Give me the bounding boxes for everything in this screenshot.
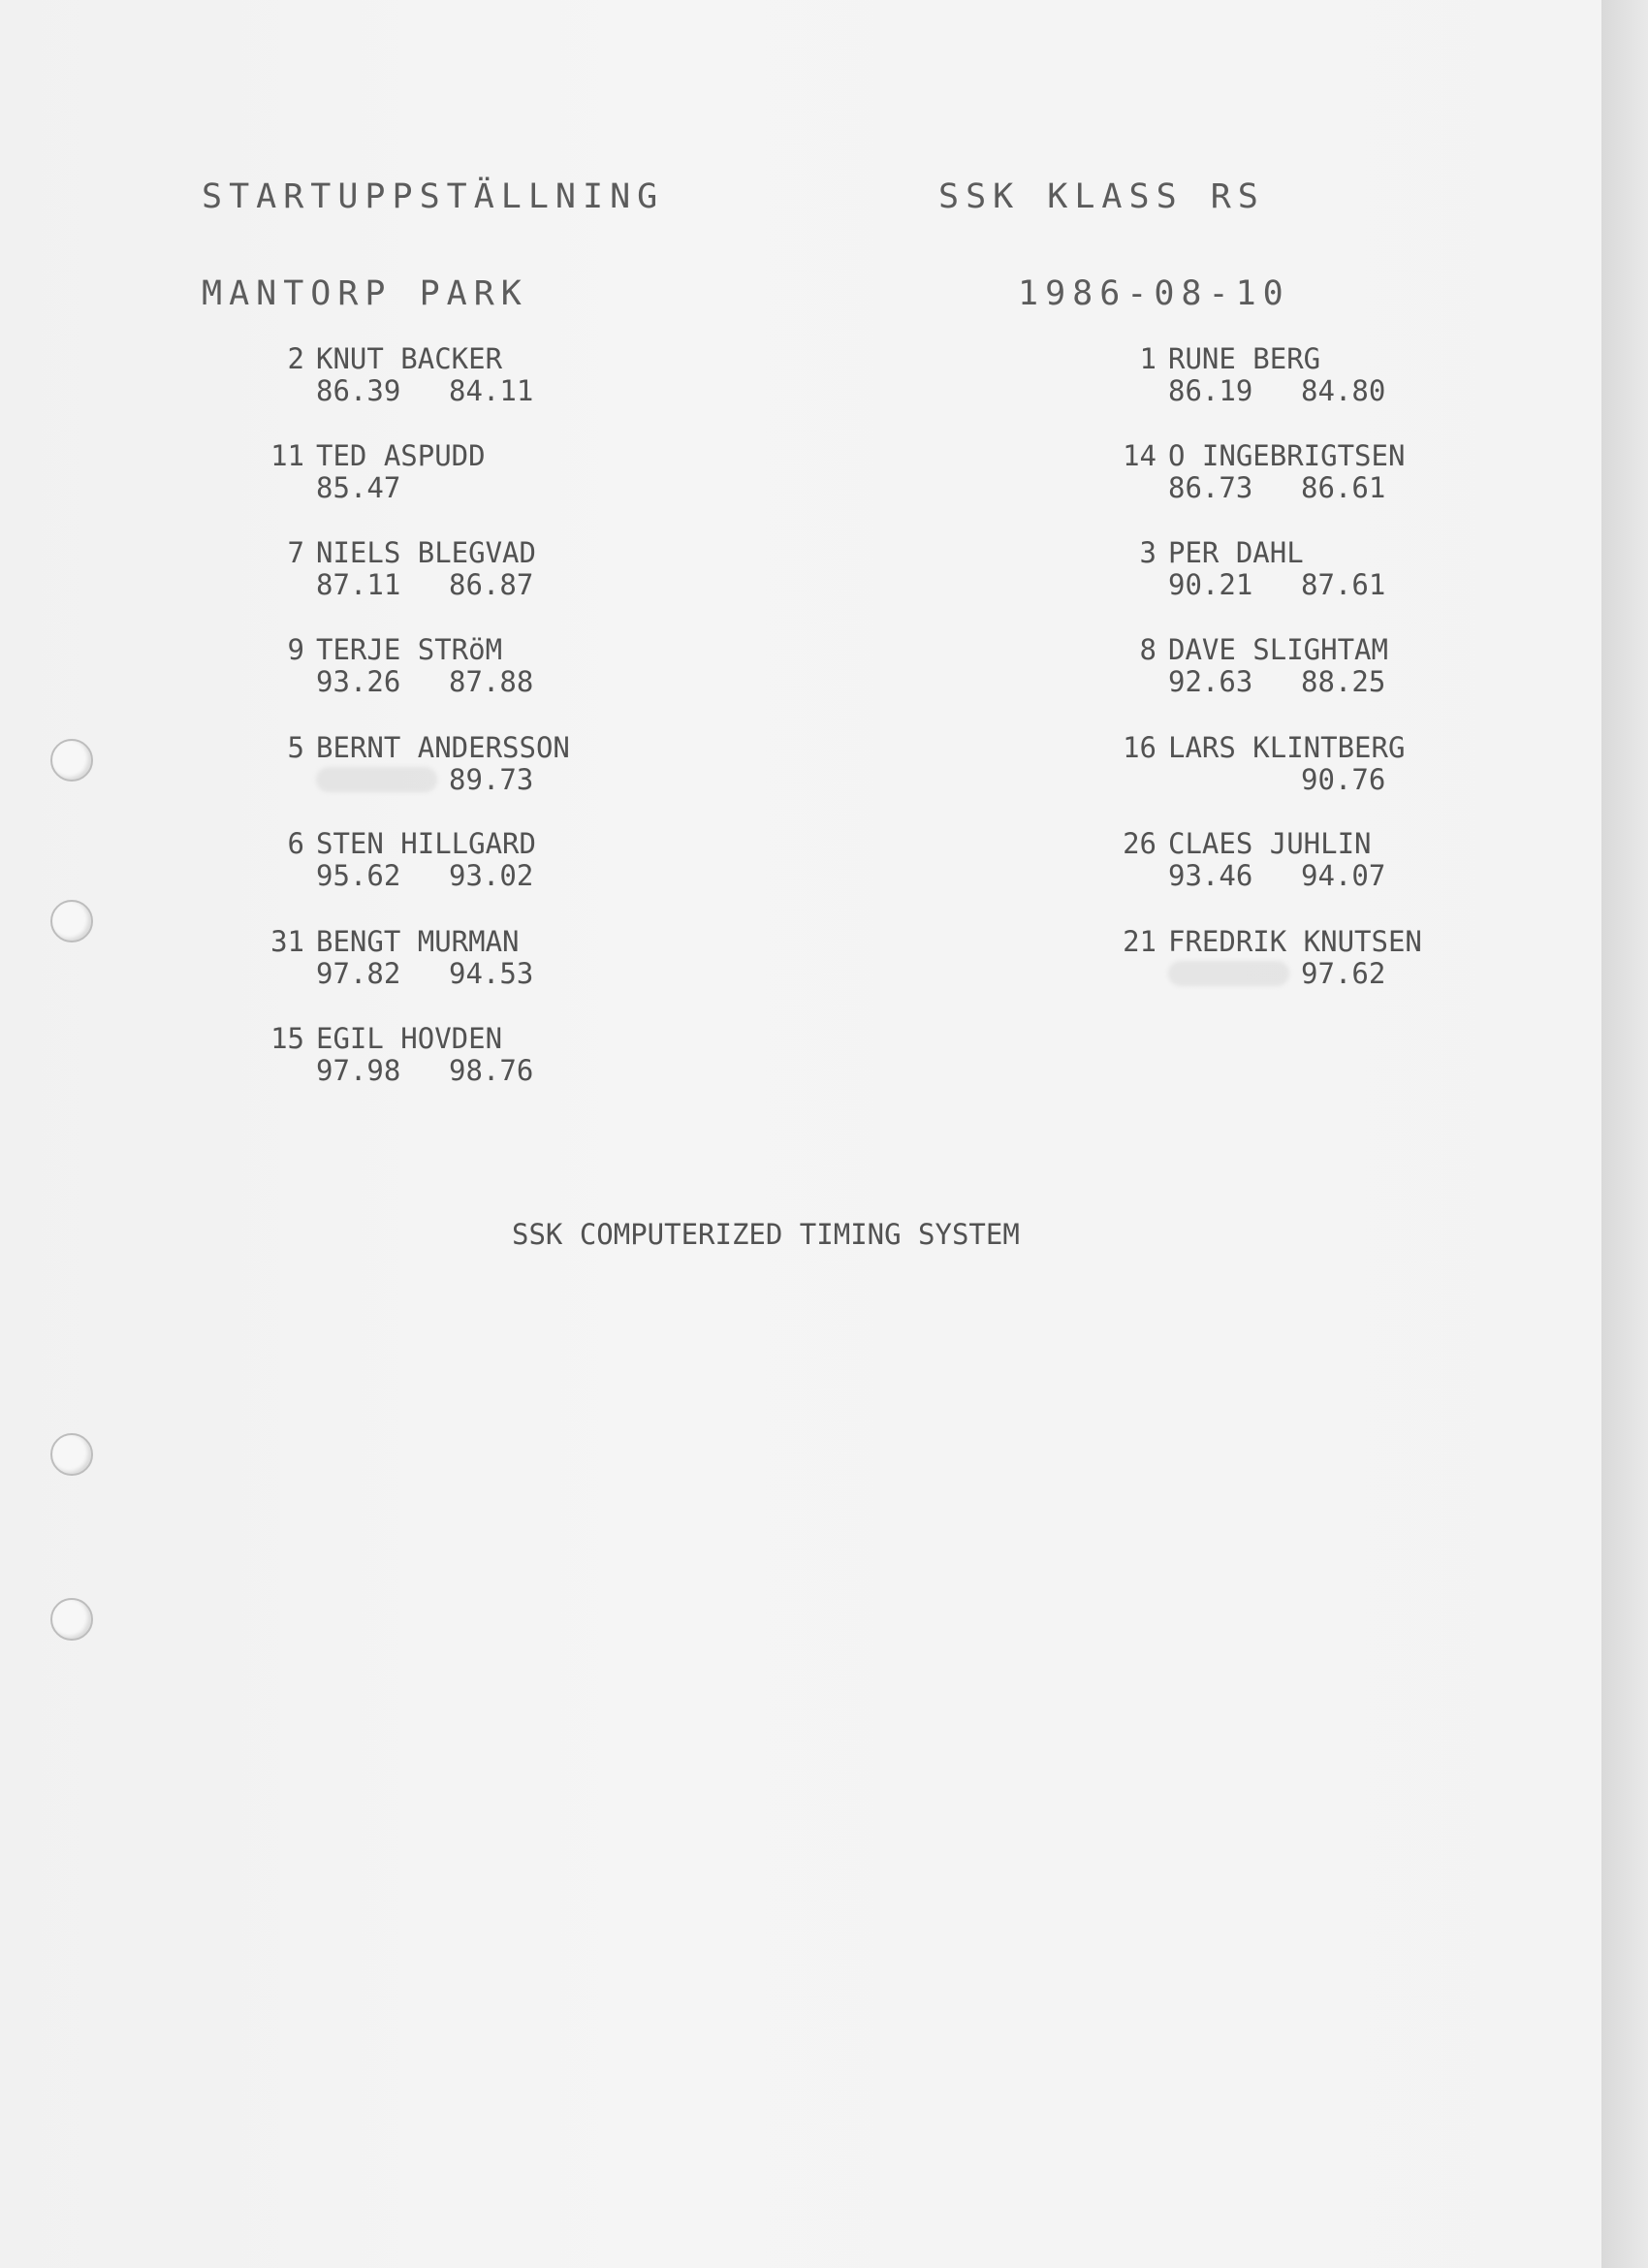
driver-name: TED ASPUDD bbox=[316, 439, 486, 472]
driver-number: 31 bbox=[270, 925, 304, 958]
smudge-mark bbox=[1168, 961, 1289, 986]
punch-hole bbox=[50, 900, 93, 942]
driver-number: 16 bbox=[1123, 731, 1157, 764]
driver-number: 21 bbox=[1123, 925, 1157, 958]
lap-time: 90.21 bbox=[1168, 568, 1253, 601]
driver-name: NIELS BLEGVAD bbox=[316, 536, 536, 569]
driver-number: 2 bbox=[287, 342, 304, 375]
driver-number: 1 bbox=[1139, 342, 1157, 375]
footer-system-label: SSK COMPUTERIZED TIMING SYSTEM bbox=[512, 1218, 1020, 1251]
lap-time: 95.62 bbox=[316, 859, 401, 892]
driver-number: 14 bbox=[1123, 439, 1157, 472]
lap-time: 93.02 bbox=[449, 859, 534, 892]
lap-time: 87.61 bbox=[1301, 568, 1386, 601]
driver-name: CLAES JUHLIN bbox=[1168, 827, 1372, 860]
paper-edge bbox=[1601, 0, 1648, 2268]
driver-name: KNUT BACKER bbox=[316, 342, 503, 375]
lap-time: 84.11 bbox=[449, 374, 534, 407]
driver-name: STEN HILLGARD bbox=[316, 827, 536, 860]
driver-name: RUNE BERG bbox=[1168, 342, 1321, 375]
driver-number: 15 bbox=[270, 1022, 304, 1055]
driver-name: BENGT MURMAN bbox=[316, 925, 520, 958]
punch-hole bbox=[50, 1433, 93, 1476]
race-class: SSK KLASS RS bbox=[938, 177, 1265, 216]
punch-hole bbox=[50, 739, 93, 782]
driver-name: LARS KLINTBERG bbox=[1168, 731, 1406, 764]
smudge-mark bbox=[316, 767, 437, 792]
driver-number: 11 bbox=[270, 439, 304, 472]
lap-time: 86.73 bbox=[1168, 471, 1253, 504]
lap-time: 97.82 bbox=[316, 957, 401, 990]
driver-name: FREDRIK KNUTSEN bbox=[1168, 925, 1422, 958]
lap-time: 85.47 bbox=[316, 471, 401, 504]
driver-name: TERJE STRöM bbox=[316, 633, 503, 666]
lap-time: 94.07 bbox=[1301, 859, 1386, 892]
lap-time: 87.88 bbox=[449, 665, 534, 698]
driver-number: 26 bbox=[1123, 827, 1157, 860]
driver-number: 9 bbox=[287, 633, 304, 666]
driver-number: 3 bbox=[1139, 536, 1157, 569]
driver-name: EGIL HOVDEN bbox=[316, 1022, 503, 1055]
lap-time: 89.73 bbox=[449, 763, 534, 796]
lap-time: 87.11 bbox=[316, 568, 401, 601]
lap-time: 94.53 bbox=[449, 957, 534, 990]
lap-time: 98.76 bbox=[449, 1054, 534, 1087]
driver-number: 8 bbox=[1139, 633, 1157, 666]
driver-number: 6 bbox=[287, 827, 304, 860]
driver-name: BERNT ANDERSSON bbox=[316, 731, 570, 764]
driver-number: 5 bbox=[287, 731, 304, 764]
lap-time: 97.62 bbox=[1301, 957, 1386, 990]
lap-time: 86.61 bbox=[1301, 471, 1386, 504]
lap-time: 86.87 bbox=[449, 568, 534, 601]
race-date: 1986-08-10 bbox=[1018, 274, 1290, 313]
driver-name: O INGEBRIGTSEN bbox=[1168, 439, 1406, 472]
lap-time: 93.26 bbox=[316, 665, 401, 698]
lap-time: 90.76 bbox=[1301, 763, 1386, 796]
lap-time: 86.19 bbox=[1168, 374, 1253, 407]
document-title: STARTUPPSTÄLLNING bbox=[202, 177, 665, 216]
lap-time: 92.63 bbox=[1168, 665, 1253, 698]
lap-time: 97.98 bbox=[316, 1054, 401, 1087]
driver-name: DAVE SLIGHTAM bbox=[1168, 633, 1388, 666]
lap-time: 93.46 bbox=[1168, 859, 1253, 892]
lap-time: 84.80 bbox=[1301, 374, 1386, 407]
driver-name: PER DAHL bbox=[1168, 536, 1304, 569]
venue: MANTORP PARK bbox=[202, 274, 528, 313]
lap-time: 86.39 bbox=[316, 374, 401, 407]
lap-time: 88.25 bbox=[1301, 665, 1386, 698]
punch-hole bbox=[50, 1598, 93, 1641]
driver-number: 7 bbox=[287, 536, 304, 569]
